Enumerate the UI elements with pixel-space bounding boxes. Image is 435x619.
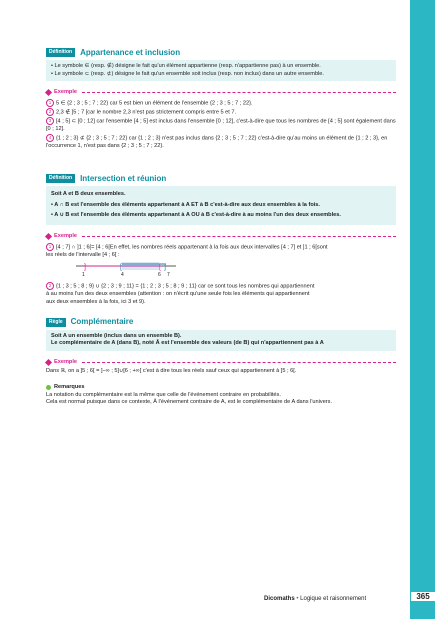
diamond-icon [45,89,52,96]
example-item [46,282,396,291]
rule-box [46,330,396,351]
section-header [46,48,396,57]
section-title: Complémentaire [70,317,134,327]
example-header [46,359,396,367]
example-text: {1 ; 3 ; 5 ; 8 ; 9} ∪ {2 ; 3 ; 9 ; 11} = {1 ; 2 ; 3 ; 5 ; 8 ; 9 ; 11} car ce sont tous les nombres qui appartiennent [56,283,315,290]
tick-label: 4 [121,272,124,279]
example-header [46,89,396,97]
example-item [46,99,396,108]
example-text: [4 ; 7] ∩ ]1 ; 6[= [4 ; 6[En effet, les nombres réels appartenant à la fois aux deux intervalles [4 ; 7] et ]1 ; 6[sont [56,244,328,251]
footer-separator: • [296,596,299,602]
remarks-header [46,384,396,392]
bracket-6: [ [159,264,161,272]
definition-line: Soit A et B deux ensembles. [51,191,126,198]
dashed-divider [82,236,396,237]
tick-label: 1 [82,272,85,279]
page-content [46,48,396,407]
bracket-7: ] [164,264,166,272]
example-item [46,243,396,252]
definition-line: • A ∪ B est l'ensemble des éléments appartenant à A OU à B c'est-à-dire à au moins l'un des deux ensembles. [51,212,341,219]
tick-label: 6 [158,272,161,279]
example-text: [4 ; 5] ⊂ [0 ; 12] car l'ensemble [4 ; 5] est inclus dans l'ensemble [0 ; 12], c'est-à-dire que tous les nombres de [4 ; 5] sont également dans [0 ; 12]. [46,118,396,133]
footer-brand: Dicomaths [264,596,295,602]
dashed-divider [82,92,396,93]
remarks-title: Remarques [54,383,85,390]
example-label: Exemple [54,89,78,96]
tick-label: 7 [167,272,170,279]
example-item [46,134,396,151]
number-circle-icon: 4 [46,134,54,142]
definition-box [46,60,396,81]
bracket-4: [ [120,264,122,272]
remark-line: La notation du complémentaire est la même que celle de l'événement contraire en probabilités. [46,391,281,398]
dashed-divider [82,362,396,363]
page-footer [264,596,366,602]
diamond-icon [45,233,52,240]
bracket-left: ] [84,264,86,272]
definition-line: • Le symbole ⊂ (resp. ⊄) désigne le fait qu'un ensemble soit inclus (resp. non inclus) dans un autre ensemble. [51,70,324,77]
example-text: à au moins l'un des deux ensembles (attention : on n'écrit qu'une seule fois les éléments qui appartiennent [46,291,310,298]
number-circle-icon: 3 [46,117,54,125]
number-line [76,260,176,280]
number-circle-icon: 2 [46,282,54,290]
example-text: 5 ∈ {2 ; 3 ; 5 ; 7 ; 22} car 5 est bien un élément de l'ensemble {2 ; 3 ; 5 ; 7 ; 22}. [56,100,253,107]
footer-subject: Logique et raisonnement [300,596,367,602]
definition-box [46,186,396,225]
rule-tag: Règle [46,318,66,327]
definition-line: • A ∩ B est l'ensemble des éléments appartenant à A ET à B c'est-à-dire aux deux ensembles à la fois. [51,201,320,208]
example-text: Dans ℝ, on a ]5 ; 6[ = ]−∞ ; 5]∪[6 ; +∞[ c'est à dire tous les réels sauf ceux qui appartiennent à ]5 ; 6[. [46,368,297,375]
page-number: 365 [411,592,435,601]
page-sidebar [410,0,435,619]
remarks-icon [46,385,51,390]
example-text: 2,3 ∉ ]5 ; 7 [car le nombre 2,3 n'est pas strictement compris entre 5 et 7. [56,109,237,116]
section-header [46,318,396,327]
rule-line: Soit A un ensemble (inclus dans un ensemble B). [51,332,182,339]
number-line-graphic [76,260,176,280]
section-title: Appartenance et inclusion [80,47,181,57]
example-item [46,108,396,117]
diamond-icon [45,359,52,366]
example-text: aux deux ensembles à la fois, ici 3 et 9). [46,299,146,305]
definition-tag: Définition [46,48,75,57]
section-header [46,174,396,183]
example-label: Exemple [54,233,78,240]
section-title: Intersection et réunion [80,173,167,183]
example-header [46,233,396,241]
remark-line: Cela est normal puisque dans ce contexte, Ā l'événement contraire de A, est le complémentaire de A dans l'univers. [46,399,333,406]
intersection-area [122,262,159,270]
rule-line: Le complémentaire de A (dans B), noté Ā est l'ensemble des valeurs (de B) qui n'appartiennent pas à A [51,340,324,347]
definition-tag: Définition [46,174,75,183]
definition-line: • Le symbole ∈ (resp. ∉) désigne le fait qu'un élément appartienne (resp. n'appartienne pas) à un ensemble. [51,63,321,69]
example-label: Exemple [54,358,78,365]
number-circle-icon: 1 [46,243,54,251]
example-text: {1 ; 2 ; 3} ⊄ {2 ; 3 ; 5 ; 7 ; 22} car {1 ; 2 ; 3} n'est pas inclus dans {2 ; 3 ; 5 ; 7 ; 22} c'est-à-dire qu'au moins un élément de {1 ; 2 ; 3}, en l'occurrence 1, n'est pas dans {2 ; 3 ; 5 ; 7 ; 22}. [46,135,388,149]
number-circle-icon: 2 [46,108,54,116]
example-text: les réels de l'intervalle [4 ; 6[ : [46,251,120,258]
number-circle-icon: 1 [46,99,54,107]
example-item [46,117,396,134]
